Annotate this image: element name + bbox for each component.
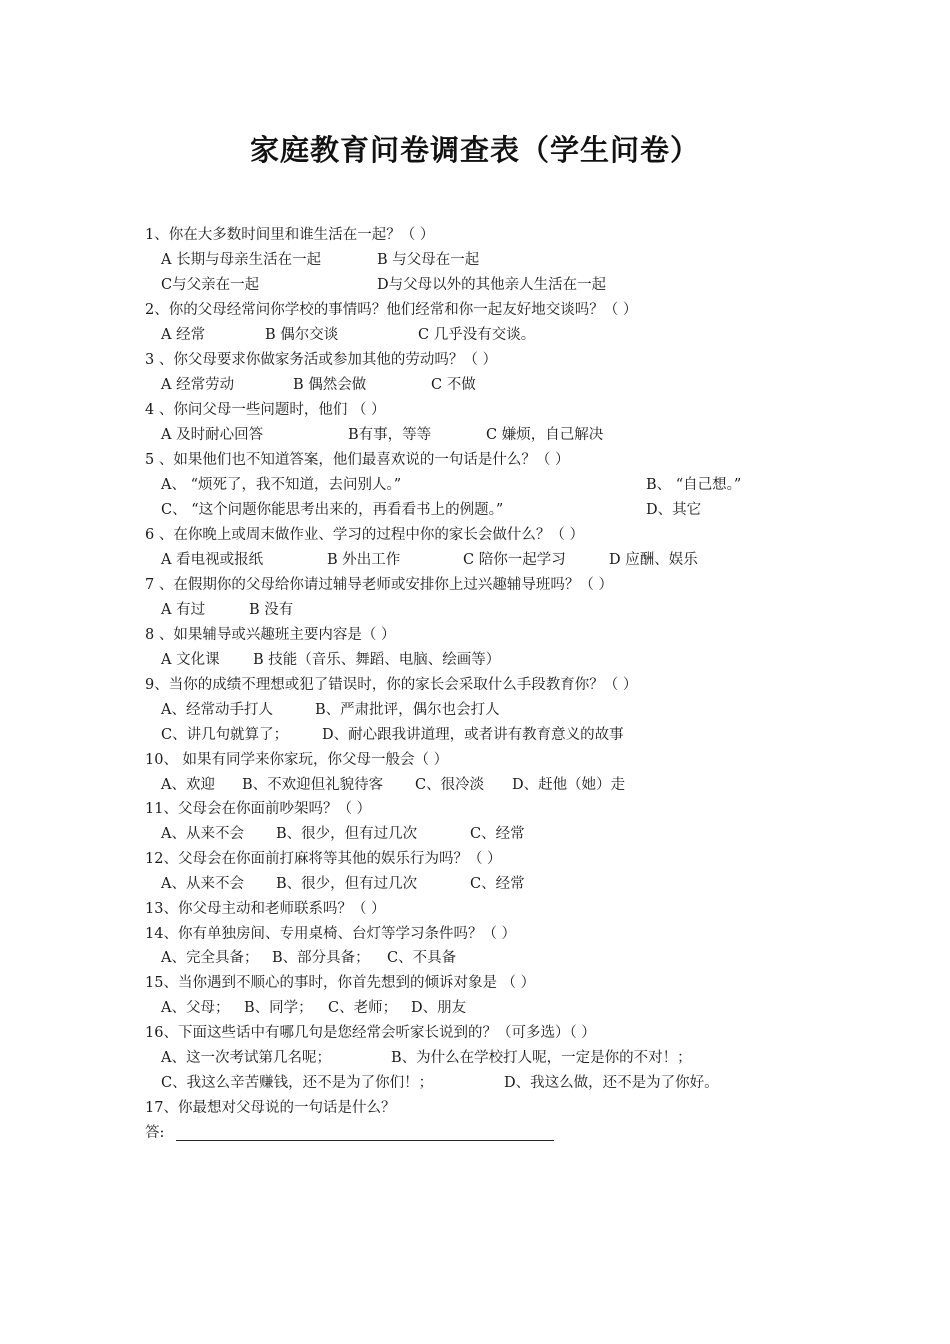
page-title: 家庭教育问卷调查表（学生问卷） — [249, 133, 700, 167]
question-11: 11、父母会在你面前吵架吗？（ ） — [145, 801, 372, 817]
option: C、 “这个问题你能思考出来的，再看看书上的例题。” — [161, 502, 504, 518]
option: A 及时耐心回答 — [161, 427, 264, 443]
option: B 技能（音乐、舞蹈、电脑、绘画等） — [253, 652, 501, 668]
option: A、这一次考试第几名呢； — [161, 1050, 331, 1066]
option: A、完全具备； — [161, 950, 259, 966]
option: D、我这么做，还不是为了你好。 — [504, 1075, 719, 1091]
option: B、部分具备； — [272, 950, 370, 966]
question-5: 5 、如果他们也不知道答案，他们最喜欢说的一句话是什么？（ ） — [145, 452, 570, 468]
option: A、父母； — [161, 1000, 230, 1016]
question-9: 9、当你的成绩不理想或犯了错误时，你的家长会采取什么手段教育你？（ ） — [145, 677, 638, 693]
option: C 陪你一起学习 — [463, 552, 566, 568]
question-4: 4 、你问父母一些问题时，他们 （ ） — [145, 402, 386, 418]
option: A、欢迎 — [161, 777, 215, 793]
option: D、赶他（她）走 — [512, 777, 626, 793]
option: C 嫌烦，自己解决 — [486, 427, 604, 443]
option: A 文化课 — [161, 652, 220, 668]
question-6: 6 、在你晚上或周末做作业、学习的过程中你的家长会做什么？（ ） — [145, 527, 584, 543]
option: C、经常 — [470, 826, 525, 842]
option: C 不做 — [431, 377, 476, 393]
question-1: 1、你在大多数时间里和谁生活在一起？（ ） — [145, 227, 435, 243]
option: B 偶然会做 — [293, 377, 367, 393]
question-8: 8 、如果辅导或兴趣班主要内容是（ ） — [145, 627, 396, 643]
option: C、很冷淡 — [415, 777, 485, 793]
option: B、很少，但有过几次 — [276, 826, 418, 842]
question-10: 10、 如果有同学来你家玩，你父母一般会（ ） — [145, 752, 449, 768]
question-13: 13、你父母主动和老师联系吗？（ ） — [145, 901, 386, 917]
option: C、经常 — [470, 876, 525, 892]
option: A 经常 — [161, 327, 206, 343]
option: D、朋友 — [411, 1000, 467, 1016]
option: B 偶尔交谈 — [265, 327, 339, 343]
option: D、其它 — [646, 502, 702, 518]
option: A 长期与母亲生活在一起 — [161, 252, 322, 268]
option: A、从来不会 — [161, 876, 244, 892]
option: A、经常动手打人 — [161, 702, 273, 718]
option: A 看电视或报纸 — [161, 552, 264, 568]
answer-blank-line — [176, 1140, 554, 1141]
option: A 经常劳动 — [161, 377, 235, 393]
option: B 没有 — [249, 602, 294, 618]
option: B、很少，但有过几次 — [276, 876, 418, 892]
question-16: 16、下面这些话中有哪几句是您经常会听家长说到的？（可多选）（ ） — [145, 1025, 596, 1041]
question-3: 3 、你父母要求你做家务活或参加其他的劳动吗？（ ） — [145, 352, 497, 368]
question-2: 2、你的父母经常问你学校的事情吗？他们经常和你一起友好地交谈吗？（ ） — [145, 302, 638, 318]
answer-label: 答: — [145, 1125, 165, 1141]
option: A、 “烦死了，我不知道，去问别人。” — [161, 477, 402, 493]
question-15: 15、当你遇到不顺心的事时，你首先想到的倾诉对象是 （ ） — [145, 975, 536, 991]
option: D 应酬、娱乐 — [609, 552, 698, 568]
option: A、从来不会 — [161, 826, 244, 842]
option: A 有过 — [161, 602, 206, 618]
option: D与父母以外的其他亲人生活在一起 — [377, 277, 607, 293]
option: B、为什么在学校打人呢，一定是你的不对！； — [391, 1050, 692, 1066]
option: D、耐心跟我讲道理，或者讲有教育意义的故事 — [322, 727, 624, 743]
question-17: 17、你最想对父母说的一句话是什么？ — [145, 1100, 396, 1116]
question-12: 12、父母会在你面前打麻将等其他的娱乐行为吗？（ ） — [145, 851, 502, 867]
option: B 外出工作 — [327, 552, 401, 568]
option: B、同学； — [244, 1000, 313, 1016]
option: B、 “自己想。” — [646, 477, 742, 493]
option: C、我这么辛苦赚钱，还不是为了你们！； — [161, 1075, 434, 1091]
option: C、不具备 — [387, 950, 457, 966]
option: C与父亲在一起 — [161, 277, 260, 293]
question-14: 14、你有单独房间、专用桌椅、台灯等学习条件吗？（ ） — [145, 926, 517, 942]
option: B 与父母在一起 — [377, 252, 480, 268]
option: C、老师； — [328, 1000, 398, 1016]
option: C 几乎没有交谈。 — [418, 327, 536, 343]
option: B、不欢迎但礼貌待客 — [242, 777, 384, 793]
option: B、严肃批评，偶尔也会打人 — [315, 702, 500, 718]
option: B有事，等等 — [348, 427, 432, 443]
question-7: 7 、在假期你的父母给你请过辅导老师或安排你上过兴趣辅导班吗？（ ） — [145, 577, 613, 593]
option: C、讲几句就算了； — [161, 727, 289, 743]
